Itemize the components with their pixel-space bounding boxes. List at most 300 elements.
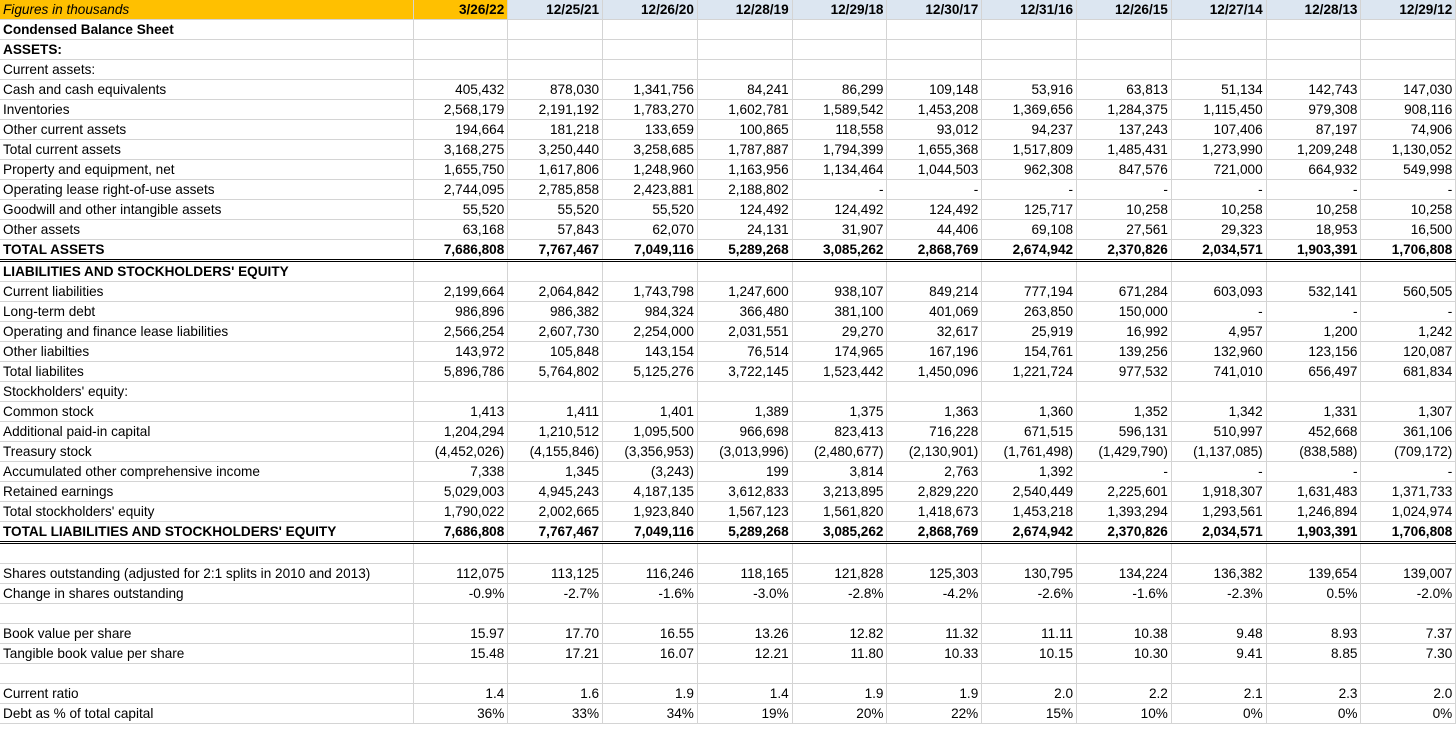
value-cell[interactable]: 3,250,440: [508, 140, 603, 160]
row-label-cell[interactable]: TOTAL ASSETS: [0, 240, 413, 261]
value-cell[interactable]: 2,674,942: [982, 522, 1077, 543]
value-cell[interactable]: 721,000: [1171, 160, 1266, 180]
value-cell[interactable]: 2,199,664: [413, 282, 508, 302]
row-label-cell[interactable]: Stockholders' equity:: [0, 382, 413, 402]
value-cell[interactable]: 2,188,802: [697, 180, 792, 200]
row-label-cell[interactable]: Change in shares outstanding: [0, 584, 413, 604]
value-cell[interactable]: 2,607,730: [508, 322, 603, 342]
value-cell[interactable]: 1,247,600: [697, 282, 792, 302]
value-cell[interactable]: 34%: [603, 704, 698, 724]
value-cell[interactable]: 1,352: [1077, 402, 1172, 422]
value-cell[interactable]: 62,070: [603, 220, 698, 240]
value-cell[interactable]: 1,331: [1266, 402, 1361, 422]
value-cell[interactable]: -: [887, 180, 982, 200]
value-cell[interactable]: [508, 60, 603, 80]
value-cell[interactable]: 1,413: [413, 402, 508, 422]
value-cell[interactable]: [697, 20, 792, 40]
value-cell[interactable]: 1,706,808: [1361, 522, 1456, 543]
value-cell[interactable]: 84,241: [697, 80, 792, 100]
value-cell[interactable]: [413, 60, 508, 80]
value-cell[interactable]: 532,141: [1266, 282, 1361, 302]
value-cell[interactable]: (3,013,996): [697, 442, 792, 462]
value-cell[interactable]: 10.33: [887, 644, 982, 664]
value-cell[interactable]: [887, 60, 982, 80]
value-cell[interactable]: 1,787,887: [697, 140, 792, 160]
value-cell[interactable]: [413, 261, 508, 282]
value-cell[interactable]: 2,031,551: [697, 322, 792, 342]
value-cell[interactable]: [603, 261, 698, 282]
value-cell[interactable]: [982, 664, 1077, 684]
value-cell[interactable]: 966,698: [697, 422, 792, 442]
value-cell[interactable]: 263,850: [982, 302, 1077, 322]
value-cell[interactable]: -: [1266, 302, 1361, 322]
value-cell[interactable]: 1,655,368: [887, 140, 982, 160]
value-cell[interactable]: -: [1077, 462, 1172, 482]
value-cell[interactable]: 2,568,179: [413, 100, 508, 120]
value-cell[interactable]: -: [1361, 302, 1456, 322]
value-cell[interactable]: [1077, 382, 1172, 402]
value-cell[interactable]: 143,154: [603, 342, 698, 362]
row-label-cell[interactable]: Total liabilites: [0, 362, 413, 382]
value-cell[interactable]: [1077, 664, 1172, 684]
value-cell[interactable]: 10,258: [1361, 200, 1456, 220]
value-cell[interactable]: 2.0: [1361, 684, 1456, 704]
value-cell[interactable]: 847,576: [1077, 160, 1172, 180]
value-cell[interactable]: 29,323: [1171, 220, 1266, 240]
value-cell[interactable]: 1.9: [792, 684, 887, 704]
value-cell[interactable]: [1266, 543, 1361, 564]
value-cell[interactable]: 1,363: [887, 402, 982, 422]
value-cell[interactable]: 5,125,276: [603, 362, 698, 382]
value-cell[interactable]: [1171, 20, 1266, 40]
value-cell[interactable]: 7,767,467: [508, 240, 603, 261]
value-cell[interactable]: 1,393,294: [1077, 502, 1172, 522]
value-cell[interactable]: -: [792, 180, 887, 200]
value-cell[interactable]: 10.30: [1077, 644, 1172, 664]
value-cell[interactable]: 33%: [508, 704, 603, 724]
row-label-cell[interactable]: Treasury stock: [0, 442, 413, 462]
value-cell[interactable]: 1,375: [792, 402, 887, 422]
value-cell[interactable]: 7,686,808: [413, 240, 508, 261]
value-cell[interactable]: [792, 261, 887, 282]
row-label-cell[interactable]: Current ratio: [0, 684, 413, 704]
value-cell[interactable]: 93,012: [887, 120, 982, 140]
value-cell[interactable]: 86,299: [792, 80, 887, 100]
value-cell[interactable]: 16.07: [603, 644, 698, 664]
value-cell[interactable]: 2,566,254: [413, 322, 508, 342]
value-cell[interactable]: 10,258: [1077, 200, 1172, 220]
row-label-cell[interactable]: Retained earnings: [0, 482, 413, 502]
value-cell[interactable]: 1,589,542: [792, 100, 887, 120]
value-cell[interactable]: [887, 382, 982, 402]
value-cell[interactable]: 1,242: [1361, 322, 1456, 342]
value-cell[interactable]: [508, 382, 603, 402]
value-cell[interactable]: 118,558: [792, 120, 887, 140]
value-cell[interactable]: [887, 261, 982, 282]
row-label-cell[interactable]: TOTAL LIABILITIES AND STOCKHOLDERS' EQUITY: [0, 522, 413, 543]
value-cell[interactable]: 656,497: [1266, 362, 1361, 382]
value-cell[interactable]: 139,654: [1266, 564, 1361, 584]
value-cell[interactable]: 3,085,262: [792, 240, 887, 261]
value-cell[interactable]: (2,130,901): [887, 442, 982, 462]
value-cell[interactable]: 3,213,895: [792, 482, 887, 502]
value-cell[interactable]: 7,338: [413, 462, 508, 482]
value-cell[interactable]: 139,256: [1077, 342, 1172, 362]
value-cell[interactable]: [982, 543, 1077, 564]
value-cell[interactable]: 986,382: [508, 302, 603, 322]
value-cell[interactable]: -4.2%: [887, 584, 982, 604]
row-label-cell[interactable]: Operating and finance lease liabilities: [0, 322, 413, 342]
value-cell[interactable]: 1,273,990: [1171, 140, 1266, 160]
value-cell[interactable]: 2,674,942: [982, 240, 1077, 261]
value-cell[interactable]: [1361, 604, 1456, 624]
value-cell[interactable]: [1171, 60, 1266, 80]
value-cell[interactable]: [1266, 664, 1361, 684]
value-cell[interactable]: 13.26: [697, 624, 792, 644]
value-cell[interactable]: [603, 604, 698, 624]
value-cell[interactable]: 124,492: [887, 200, 982, 220]
value-cell[interactable]: [697, 604, 792, 624]
value-cell[interactable]: 1,561,820: [792, 502, 887, 522]
value-cell[interactable]: 986,896: [413, 302, 508, 322]
value-cell[interactable]: 0%: [1361, 704, 1456, 724]
value-cell[interactable]: 19%: [697, 704, 792, 724]
value-cell[interactable]: 76,514: [697, 342, 792, 362]
value-cell[interactable]: [413, 543, 508, 564]
value-cell[interactable]: [887, 20, 982, 40]
value-cell[interactable]: 2,423,881: [603, 180, 698, 200]
value-cell[interactable]: 63,813: [1077, 80, 1172, 100]
value-cell[interactable]: 154,761: [982, 342, 1077, 362]
value-cell[interactable]: [1171, 543, 1266, 564]
value-cell[interactable]: 3,168,275: [413, 140, 508, 160]
row-label-cell[interactable]: LIABILITIES AND STOCKHOLDERS' EQUITY: [0, 261, 413, 282]
value-cell[interactable]: 671,515: [982, 422, 1077, 442]
value-cell[interactable]: [792, 604, 887, 624]
value-cell[interactable]: -3.0%: [697, 584, 792, 604]
value-cell[interactable]: [1077, 261, 1172, 282]
value-cell[interactable]: [1266, 604, 1361, 624]
value-cell[interactable]: 1,246,894: [1266, 502, 1361, 522]
value-cell[interactable]: 112,075: [413, 564, 508, 584]
value-cell[interactable]: 1,024,974: [1361, 502, 1456, 522]
value-cell[interactable]: 10.38: [1077, 624, 1172, 644]
value-cell[interactable]: 1,567,123: [697, 502, 792, 522]
value-cell[interactable]: (1,137,085): [1171, 442, 1266, 462]
value-cell[interactable]: [1171, 40, 1266, 60]
value-cell[interactable]: 2,002,665: [508, 502, 603, 522]
value-cell[interactable]: [792, 60, 887, 80]
value-cell[interactable]: 132,960: [1171, 342, 1266, 362]
value-cell[interactable]: 1,200: [1266, 322, 1361, 342]
value-cell[interactable]: 15.48: [413, 644, 508, 664]
value-cell[interactable]: 1,342: [1171, 402, 1266, 422]
value-cell[interactable]: 18,953: [1266, 220, 1361, 240]
value-cell[interactable]: -: [1171, 462, 1266, 482]
value-cell[interactable]: 1,307: [1361, 402, 1456, 422]
value-cell[interactable]: [887, 604, 982, 624]
value-cell[interactable]: 57,843: [508, 220, 603, 240]
value-cell[interactable]: 2,370,826: [1077, 522, 1172, 543]
value-cell[interactable]: [413, 604, 508, 624]
value-cell[interactable]: 118,165: [697, 564, 792, 584]
value-cell[interactable]: [792, 40, 887, 60]
value-cell[interactable]: 15%: [982, 704, 1077, 724]
value-cell[interactable]: 55,520: [508, 200, 603, 220]
value-cell[interactable]: 878,030: [508, 80, 603, 100]
value-cell[interactable]: [1361, 261, 1456, 282]
value-cell[interactable]: 2,254,000: [603, 322, 698, 342]
value-cell[interactable]: 32,617: [887, 322, 982, 342]
row-label-cell[interactable]: Property and equipment, net: [0, 160, 413, 180]
value-cell[interactable]: -: [1266, 180, 1361, 200]
value-cell[interactable]: 1,095,500: [603, 422, 698, 442]
value-cell[interactable]: 9.41: [1171, 644, 1266, 664]
value-cell[interactable]: [1266, 20, 1361, 40]
value-cell[interactable]: 549,998: [1361, 160, 1456, 180]
value-cell[interactable]: 31,907: [792, 220, 887, 240]
value-cell[interactable]: 3,722,145: [697, 362, 792, 382]
value-cell[interactable]: 938,107: [792, 282, 887, 302]
row-label-cell[interactable]: Goodwill and other intangible assets: [0, 200, 413, 220]
value-cell[interactable]: 130,795: [982, 564, 1077, 584]
value-cell[interactable]: 1,369,656: [982, 100, 1077, 120]
value-cell[interactable]: 8.85: [1266, 644, 1361, 664]
value-cell[interactable]: 984,324: [603, 302, 698, 322]
value-cell[interactable]: 5,764,802: [508, 362, 603, 382]
value-cell[interactable]: 69,108: [982, 220, 1077, 240]
value-cell[interactable]: 2,868,769: [887, 240, 982, 261]
value-cell[interactable]: [508, 604, 603, 624]
value-cell[interactable]: 7,686,808: [413, 522, 508, 543]
value-cell[interactable]: 1,453,218: [982, 502, 1077, 522]
value-cell[interactable]: 10%: [1077, 704, 1172, 724]
value-cell[interactable]: 979,308: [1266, 100, 1361, 120]
value-cell[interactable]: 1,163,956: [697, 160, 792, 180]
date-header-cell[interactable]: 12/26/15: [1077, 0, 1172, 20]
value-cell[interactable]: 12.21: [697, 644, 792, 664]
value-cell[interactable]: 143,972: [413, 342, 508, 362]
value-cell[interactable]: 401,069: [887, 302, 982, 322]
value-cell[interactable]: 1,903,391: [1266, 522, 1361, 543]
row-label-cell[interactable]: [0, 604, 413, 624]
value-cell[interactable]: 63,168: [413, 220, 508, 240]
value-cell[interactable]: 7,049,116: [603, 240, 698, 261]
row-label-cell[interactable]: Accumulated other comprehensive income: [0, 462, 413, 482]
value-cell[interactable]: -0.9%: [413, 584, 508, 604]
value-cell[interactable]: [982, 60, 1077, 80]
value-cell[interactable]: 147,030: [1361, 80, 1456, 100]
value-cell[interactable]: 1,783,270: [603, 100, 698, 120]
value-cell[interactable]: 53,916: [982, 80, 1077, 100]
value-cell[interactable]: 381,100: [792, 302, 887, 322]
value-cell[interactable]: 124,492: [792, 200, 887, 220]
value-cell[interactable]: 7.37: [1361, 624, 1456, 644]
row-label-cell[interactable]: Current assets:: [0, 60, 413, 80]
value-cell[interactable]: 1,341,756: [603, 80, 698, 100]
value-cell[interactable]: [603, 664, 698, 684]
value-cell[interactable]: [508, 40, 603, 60]
value-cell[interactable]: 55,520: [603, 200, 698, 220]
value-cell[interactable]: 2,034,571: [1171, 522, 1266, 543]
value-cell[interactable]: 11.11: [982, 624, 1077, 644]
row-label-cell[interactable]: Common stock: [0, 402, 413, 422]
value-cell[interactable]: 1,903,391: [1266, 240, 1361, 261]
value-cell[interactable]: 109,148: [887, 80, 982, 100]
value-cell[interactable]: 134,224: [1077, 564, 1172, 584]
value-cell[interactable]: 174,965: [792, 342, 887, 362]
value-cell[interactable]: 681,834: [1361, 362, 1456, 382]
value-cell[interactable]: 1.6: [508, 684, 603, 704]
value-cell[interactable]: 452,668: [1266, 422, 1361, 442]
value-cell[interactable]: 671,284: [1077, 282, 1172, 302]
value-cell[interactable]: -: [982, 180, 1077, 200]
value-cell[interactable]: 142,743: [1266, 80, 1361, 100]
value-cell[interactable]: 133,659: [603, 120, 698, 140]
value-cell[interactable]: 1,044,503: [887, 160, 982, 180]
value-cell[interactable]: 908,116: [1361, 100, 1456, 120]
value-cell[interactable]: [697, 382, 792, 402]
value-cell[interactable]: [982, 604, 1077, 624]
value-cell[interactable]: -2.7%: [508, 584, 603, 604]
value-cell[interactable]: 5,289,268: [697, 240, 792, 261]
value-cell[interactable]: 2.3: [1266, 684, 1361, 704]
value-cell[interactable]: 120,087: [1361, 342, 1456, 362]
value-cell[interactable]: [1171, 261, 1266, 282]
value-cell[interactable]: 823,413: [792, 422, 887, 442]
row-label-cell[interactable]: Tangible book value per share: [0, 644, 413, 664]
value-cell[interactable]: [508, 20, 603, 40]
value-cell[interactable]: 603,093: [1171, 282, 1266, 302]
value-cell[interactable]: 741,010: [1171, 362, 1266, 382]
value-cell[interactable]: [1077, 543, 1172, 564]
value-cell[interactable]: [603, 60, 698, 80]
row-label-cell[interactable]: [0, 664, 413, 684]
value-cell[interactable]: 1.9: [887, 684, 982, 704]
row-label-cell[interactable]: Cash and cash equivalents: [0, 80, 413, 100]
value-cell[interactable]: [1077, 604, 1172, 624]
date-header-cell[interactable]: 3/26/22: [413, 0, 508, 20]
value-cell[interactable]: 20%: [792, 704, 887, 724]
row-label-cell[interactable]: Long-term debt: [0, 302, 413, 322]
value-cell[interactable]: 849,214: [887, 282, 982, 302]
row-label-cell[interactable]: Condensed Balance Sheet: [0, 20, 413, 40]
value-cell[interactable]: 2,785,858: [508, 180, 603, 200]
value-cell[interactable]: [1171, 382, 1266, 402]
value-cell[interactable]: 1,617,806: [508, 160, 603, 180]
value-cell[interactable]: 1.4: [697, 684, 792, 704]
date-header-cell[interactable]: 12/30/17: [887, 0, 982, 20]
value-cell[interactable]: [1361, 60, 1456, 80]
value-cell[interactable]: 10,258: [1171, 200, 1266, 220]
value-cell[interactable]: 2,829,220: [887, 482, 982, 502]
value-cell[interactable]: [603, 40, 698, 60]
value-cell[interactable]: 2.1: [1171, 684, 1266, 704]
value-cell[interactable]: 1,389: [697, 402, 792, 422]
date-header-cell[interactable]: 12/29/18: [792, 0, 887, 20]
units-label[interactable]: Figures in thousands: [0, 0, 413, 20]
value-cell[interactable]: [413, 40, 508, 60]
value-cell[interactable]: 51,134: [1171, 80, 1266, 100]
value-cell[interactable]: (4,452,026): [413, 442, 508, 462]
value-cell[interactable]: 1,210,512: [508, 422, 603, 442]
value-cell[interactable]: [792, 382, 887, 402]
value-cell[interactable]: 105,848: [508, 342, 603, 362]
value-cell[interactable]: 74,906: [1361, 120, 1456, 140]
value-cell[interactable]: 777,194: [982, 282, 1077, 302]
value-cell[interactable]: [508, 543, 603, 564]
value-cell[interactable]: [413, 20, 508, 40]
value-cell[interactable]: 16,992: [1077, 322, 1172, 342]
value-cell[interactable]: 24,131: [697, 220, 792, 240]
value-cell[interactable]: [1361, 382, 1456, 402]
value-cell[interactable]: [413, 382, 508, 402]
value-cell[interactable]: [887, 40, 982, 60]
value-cell[interactable]: 136,382: [1171, 564, 1266, 584]
value-cell[interactable]: 1,450,096: [887, 362, 982, 382]
value-cell[interactable]: 4,187,135: [603, 482, 698, 502]
value-cell[interactable]: [697, 261, 792, 282]
value-cell[interactable]: 0.5%: [1266, 584, 1361, 604]
value-cell[interactable]: 8.93: [1266, 624, 1361, 644]
value-cell[interactable]: 55,520: [413, 200, 508, 220]
value-cell[interactable]: 1,517,809: [982, 140, 1077, 160]
value-cell[interactable]: 12.82: [792, 624, 887, 644]
value-cell[interactable]: 2,064,842: [508, 282, 603, 302]
value-cell[interactable]: -2.8%: [792, 584, 887, 604]
value-cell[interactable]: 2,191,192: [508, 100, 603, 120]
value-cell[interactable]: 1.4: [413, 684, 508, 704]
value-cell[interactable]: 17.21: [508, 644, 603, 664]
value-cell[interactable]: 113,125: [508, 564, 603, 584]
date-header-cell[interactable]: 12/28/13: [1266, 0, 1361, 20]
value-cell[interactable]: 107,406: [1171, 120, 1266, 140]
value-cell[interactable]: 16,500: [1361, 220, 1456, 240]
row-label-cell[interactable]: Total stockholders' equity: [0, 502, 413, 522]
value-cell[interactable]: 1,371,733: [1361, 482, 1456, 502]
value-cell[interactable]: 1,523,442: [792, 362, 887, 382]
value-cell[interactable]: 137,243: [1077, 120, 1172, 140]
row-label-cell[interactable]: Book value per share: [0, 624, 413, 644]
row-label-cell[interactable]: Current liabilities: [0, 282, 413, 302]
value-cell[interactable]: 199: [697, 462, 792, 482]
row-label-cell[interactable]: ASSETS:: [0, 40, 413, 60]
value-cell[interactable]: 194,664: [413, 120, 508, 140]
value-cell[interactable]: 125,717: [982, 200, 1077, 220]
value-cell[interactable]: 7.30: [1361, 644, 1456, 664]
value-cell[interactable]: 1,293,561: [1171, 502, 1266, 522]
value-cell[interactable]: -: [1266, 462, 1361, 482]
value-cell[interactable]: 1,345: [508, 462, 603, 482]
value-cell[interactable]: -: [1171, 302, 1266, 322]
value-cell[interactable]: 716,228: [887, 422, 982, 442]
value-cell[interactable]: (1,761,498): [982, 442, 1077, 462]
row-label-cell[interactable]: [0, 543, 413, 564]
value-cell[interactable]: 366,480: [697, 302, 792, 322]
value-cell[interactable]: 0%: [1266, 704, 1361, 724]
value-cell[interactable]: [982, 20, 1077, 40]
value-cell[interactable]: [697, 543, 792, 564]
value-cell[interactable]: 1,706,808: [1361, 240, 1456, 261]
value-cell[interactable]: [1361, 543, 1456, 564]
value-cell[interactable]: [792, 664, 887, 684]
value-cell[interactable]: -: [1361, 180, 1456, 200]
value-cell[interactable]: [603, 543, 698, 564]
row-label-cell[interactable]: Other liabilties: [0, 342, 413, 362]
value-cell[interactable]: 3,085,262: [792, 522, 887, 543]
value-cell[interactable]: 1,209,248: [1266, 140, 1361, 160]
value-cell[interactable]: 4,945,243: [508, 482, 603, 502]
